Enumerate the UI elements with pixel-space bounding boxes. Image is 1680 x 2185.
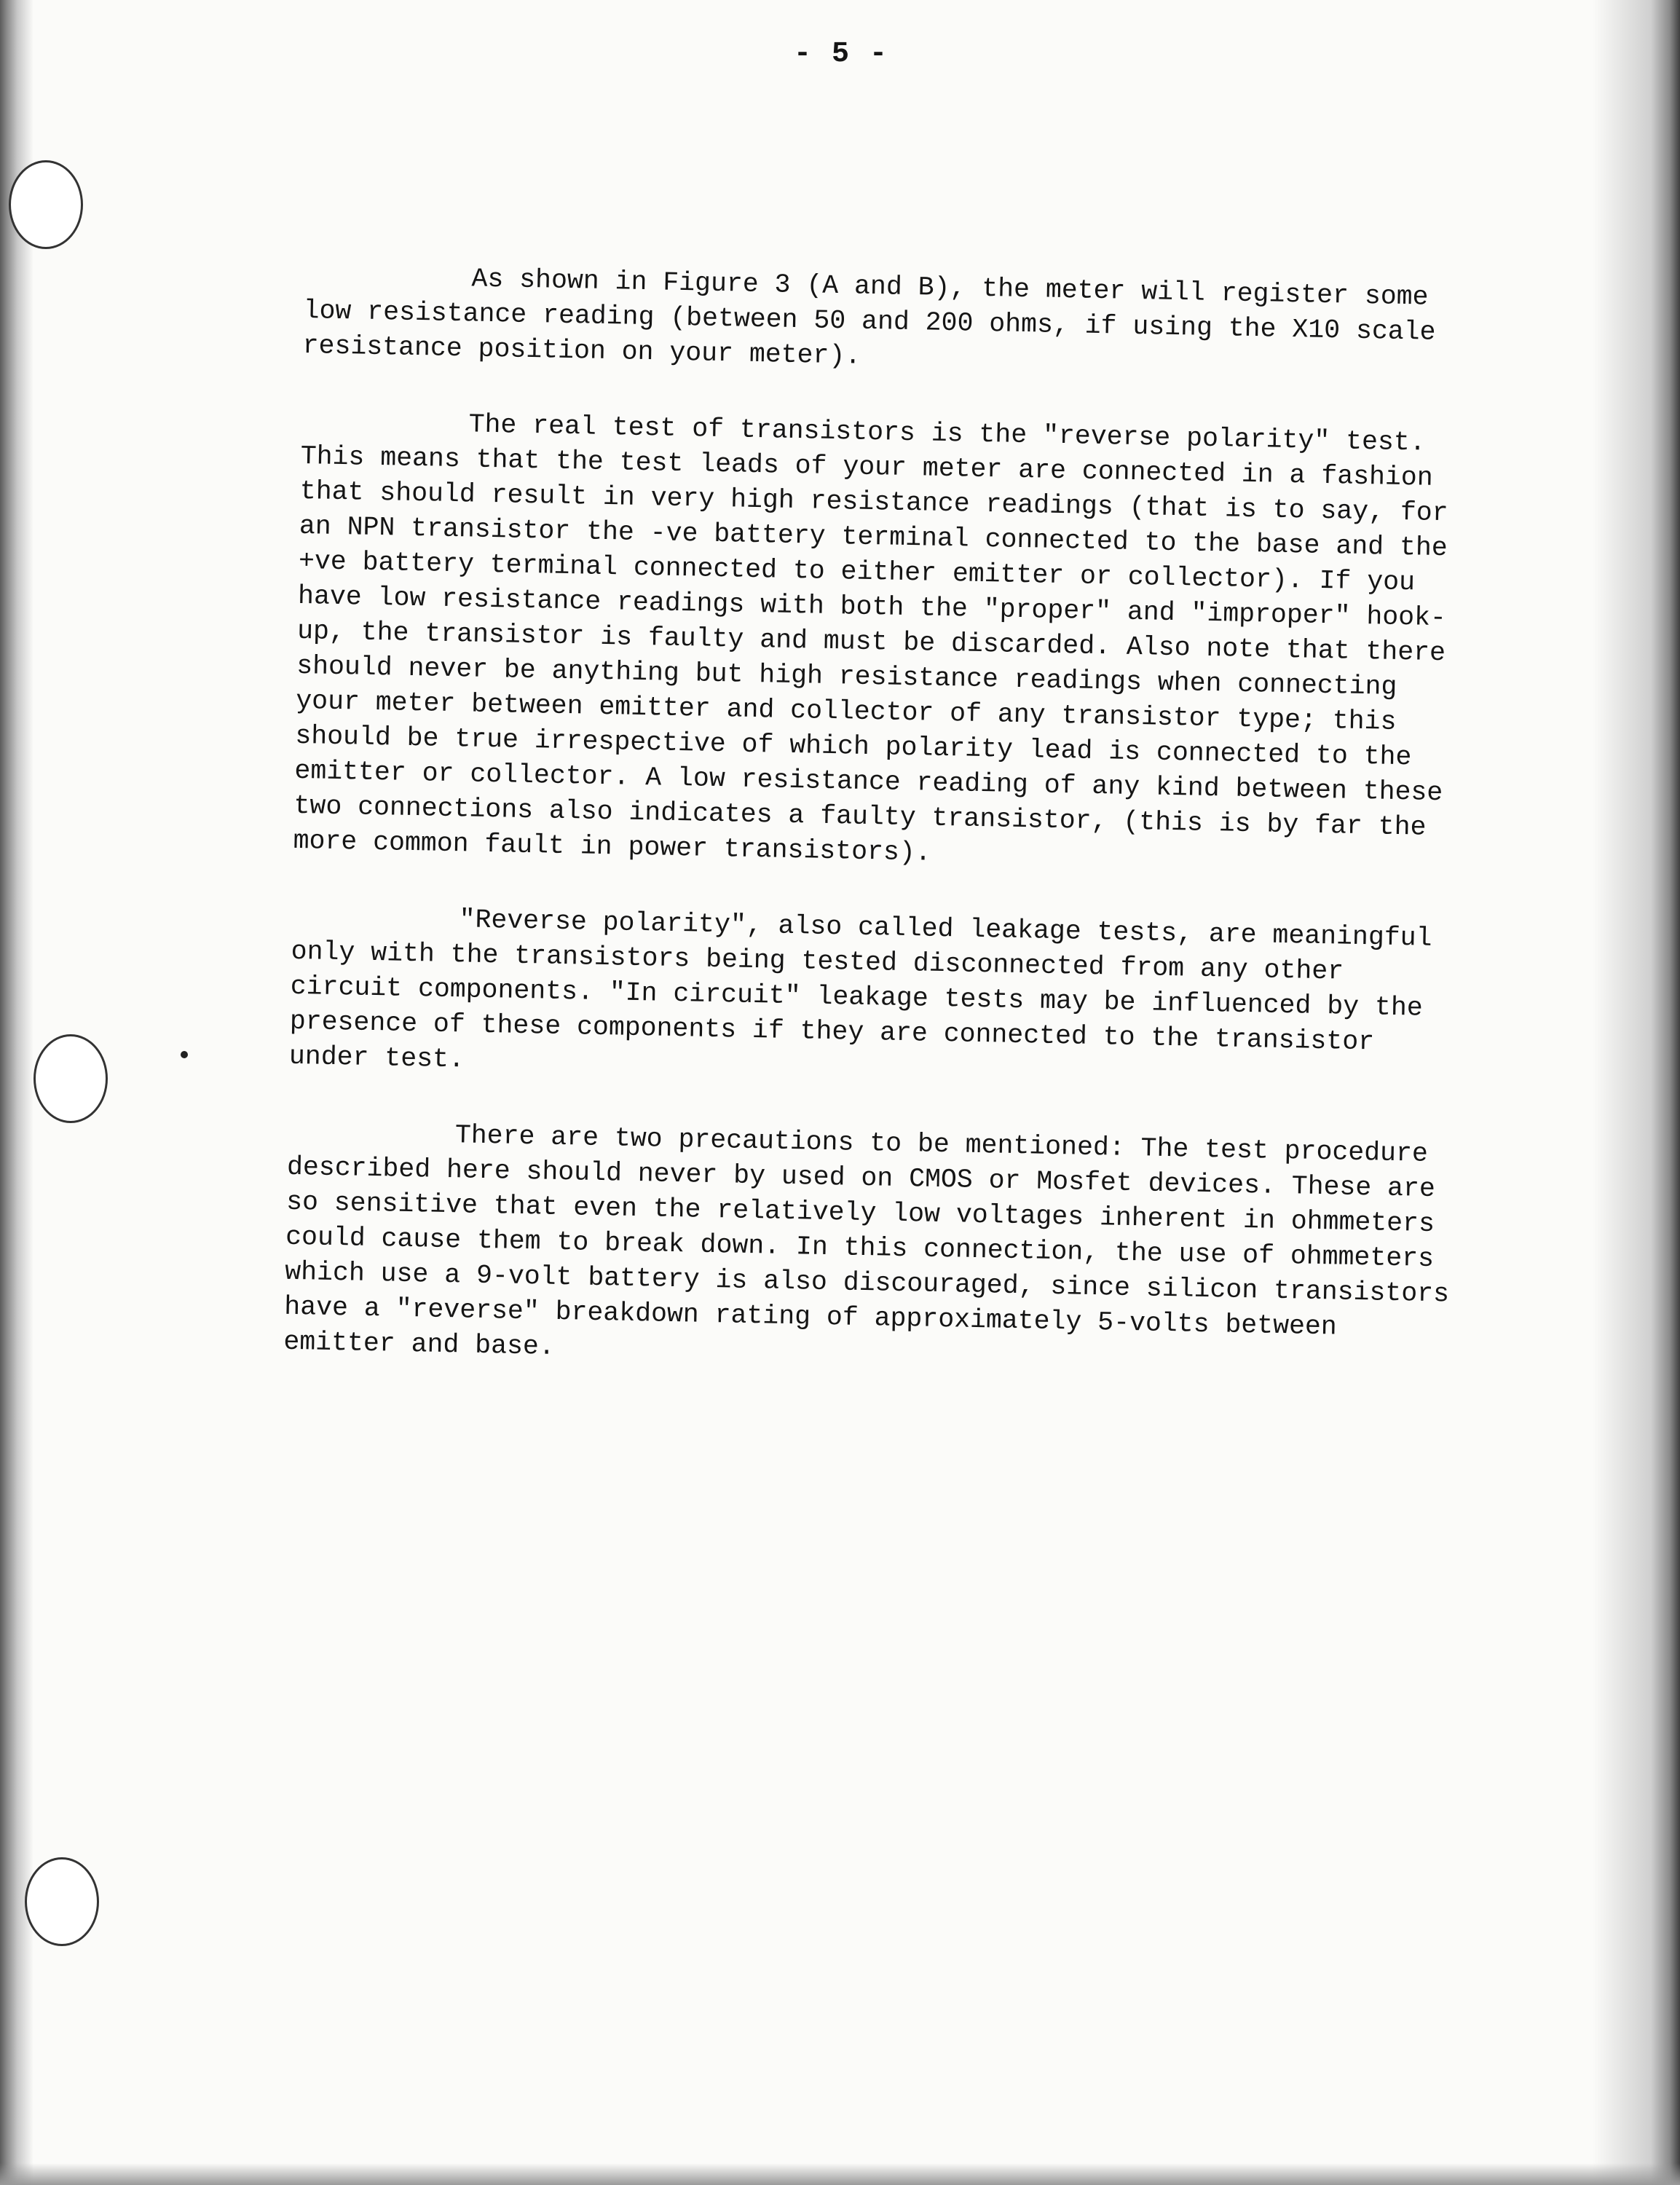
paragraph-reverse-polarity-test: The real test of transistors is the "reverse polarity" test. This means that the test leads of your meter are connected in a fashion that should result in very high resistance readings (that is to say, for an NPN transistor the -ve battery terminal connected to the base and the +ve battery terminal connected to either emitter or collector). If you have low resistance readings with both the "proper" and "improper" hook-up, the transistor is faulty and must be discarded. Also note that there should never be anything but high resistance readings when connecting your meter between emitter and collector of any transistor type; this should be true irrespective of which polarity lead is connected to the emitter or collector. A low resistance reading of any kind between these two connections also indicates a faulty transistor, (this is by far the more common fault in power transistors). xyxy=(293,409,1449,868)
binder-hole-icon xyxy=(25,1857,99,1946)
paragraph-precautions: There are two precautions to be mentioned: The test procedure described here should never by used on CMOS or Mosfet devices. These are so sensitive that even the relatively low voltages inherent in ohmmeters could cause them to break down. In this connection, the use of ohmmeters which use a 9-volt battery is also discouraged, since silicon transistors have a "reverse" breakdown rating of approximately 5-volts between emitter and base. xyxy=(283,1120,1450,1362)
stray-mark xyxy=(181,1051,188,1058)
page-number: - 5 - xyxy=(793,38,889,71)
paragraph-figure-reference: As shown in Figure 3 (A and B), the meter will register some low resistance reading (between 50 and 200 ohms, if using the X10 scale resistance position on your meter). xyxy=(302,264,1436,371)
body-text xyxy=(283,259,1470,1382)
scan-edge-left xyxy=(0,0,33,2185)
binder-hole-icon xyxy=(33,1034,108,1123)
scan-edge-bottom xyxy=(0,2163,1680,2185)
paragraph-leakage-tests: "Reverse polarity", also called leakage tests, are meaningful only with the transistors being tested disconnected from any other circuit components. "In circuit" leakage tests may be influenced by the presence of these components if they are connected to the transistor under test. xyxy=(288,905,1432,1075)
binder-hole-icon xyxy=(9,160,83,249)
scan-edge-right xyxy=(1593,0,1680,2185)
